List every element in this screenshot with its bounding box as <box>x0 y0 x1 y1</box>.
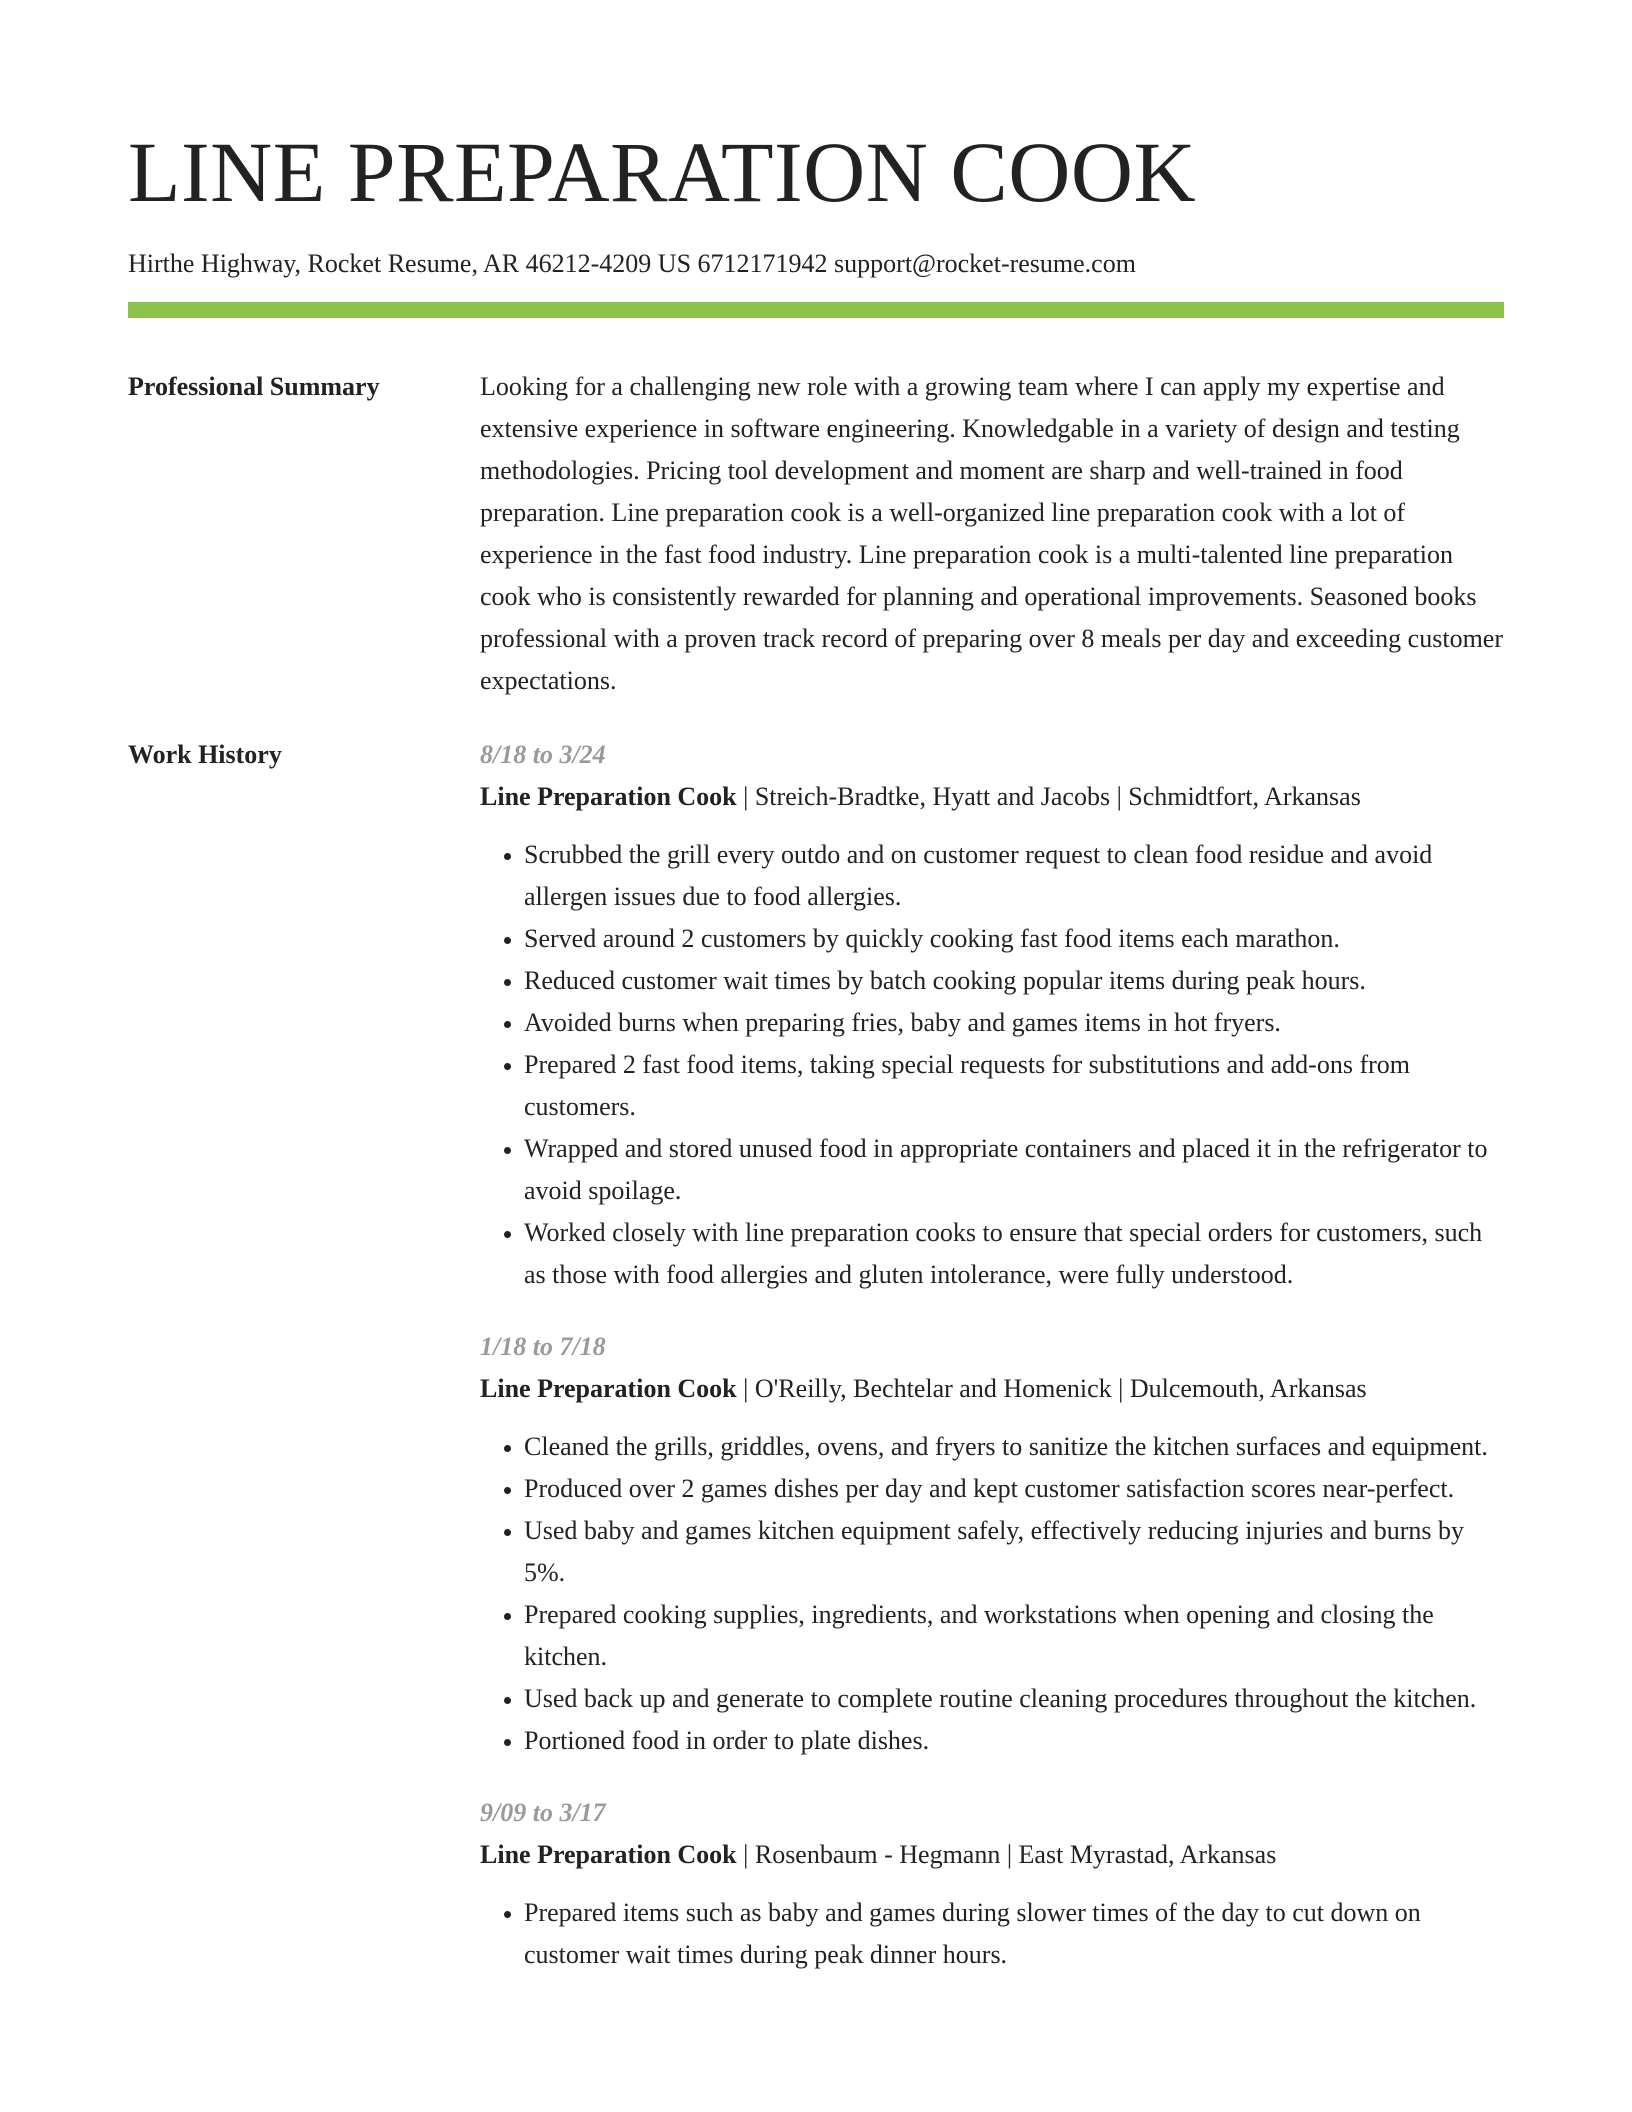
job-details: | Streich-Bradtke, Hyatt and Jacobs | Schmidtfort, Arkansas <box>736 782 1361 811</box>
job-bullet: • Portioned food in order to plate dishes. <box>524 1720 1504 1762</box>
job-bullet: • Used baby and games kitchen equipment safely, effectively reducing injuries and burns by 5%. <box>524 1510 1504 1594</box>
job-header <box>480 1368 1504 1410</box>
section-label-work-history: Work History <box>128 740 282 769</box>
job-entry <box>480 1792 1504 1976</box>
job-bullet: • Produced over 2 games dishes per day and kept customer satisfaction scores near-perfect. <box>524 1468 1504 1510</box>
summary-body <box>480 366 1504 702</box>
job-bullet: • Reduced customer wait times by batch cooking popular items during peak hours. <box>524 960 1504 1002</box>
summary-text: Looking for a challenging new role with a growing team where I can apply my expertise and extensive experience in software engineering. Knowledgable in a variety of design and testing methodologies. Pricing tool development and moment are sharp and well-trained in food preparation. Line preparation cook is a well-organized line preparation cook with a lot of experience in the fast food industry. Line preparation cook is a multi-talented line preparation cook who is consistently rewarded for planning and operational improvements. Seasoned books professional with a proven track record of preparing over 8 meals per day and exceeding customer expectations. <box>480 372 1503 695</box>
resume-page <box>128 0 1504 2006</box>
work-history-section <box>128 734 1504 2006</box>
job-bullets <box>480 834 1504 1296</box>
job-bullets <box>480 1426 1504 1762</box>
job-dates: 1/18 to 7/18 <box>480 1332 606 1361</box>
job-bullet: • Used back up and generate to complete routine cleaning procedures throughout the kitchen. <box>524 1678 1504 1720</box>
job-bullet: • Worked closely with line preparation cooks to ensure that special orders for customers, such as those with food allergies and gluten intolerance, were fully understood. <box>524 1212 1504 1296</box>
job-title: Line Preparation Cook <box>480 1374 737 1403</box>
job-bullet: • Prepared cooking supplies, ingredients, and workstations when opening and closing the kitchen. <box>524 1594 1504 1678</box>
job-title: Line Preparation Cook <box>480 782 737 811</box>
job-bullet: • Served around 2 customers by quickly cooking fast food items each marathon. <box>524 918 1504 960</box>
job-header <box>480 1834 1504 1876</box>
section-label-summary: Professional Summary <box>128 372 380 401</box>
job-dates: 8/18 to 3/24 <box>480 740 606 769</box>
resume-title: LINE PREPARATION COOK <box>128 124 1197 220</box>
professional-summary-section <box>128 366 1504 702</box>
header-divider <box>128 302 1504 318</box>
job-bullet: • Scrubbed the grill every outdo and on customer request to clean food residue and avoid allergen issues due to food allergies. <box>524 834 1504 918</box>
job-entry <box>480 1326 1504 1762</box>
job-bullet: • Prepared 2 fast food items, taking special requests for substitutions and add-ons from customers. <box>524 1044 1504 1128</box>
job-bullet: • Avoided burns when preparing fries, baby and games items in hot fryers. <box>524 1002 1504 1044</box>
job-bullet: • Cleaned the grills, griddles, ovens, and fryers to sanitize the kitchen surfaces and equipment. <box>524 1426 1504 1468</box>
contact-line: Hirthe Highway, Rocket Resume, AR 46212-4209 US 6712171942 support@rocket-resume.com <box>128 249 1136 278</box>
job-details: | O'Reilly, Bechtelar and Homenick | Dulcemouth, Arkansas <box>736 1374 1367 1403</box>
job-header <box>480 776 1504 818</box>
job-dates: 9/09 to 3/17 <box>480 1798 606 1827</box>
job-bullet: • Wrapped and stored unused food in appropriate containers and placed it in the refrigerator to avoid spoilage. <box>524 1128 1504 1212</box>
job-bullet: • Prepared items such as baby and games during slower times of the day to cut down on customer wait times during peak dinner hours. <box>524 1892 1504 1976</box>
job-title: Line Preparation Cook <box>480 1840 737 1869</box>
job-bullets <box>480 1892 1504 1976</box>
work-history-body <box>480 734 1504 2006</box>
job-details: | Rosenbaum - Hegmann | East Myrastad, Arkansas <box>736 1840 1277 1869</box>
job-entry <box>480 734 1504 1296</box>
